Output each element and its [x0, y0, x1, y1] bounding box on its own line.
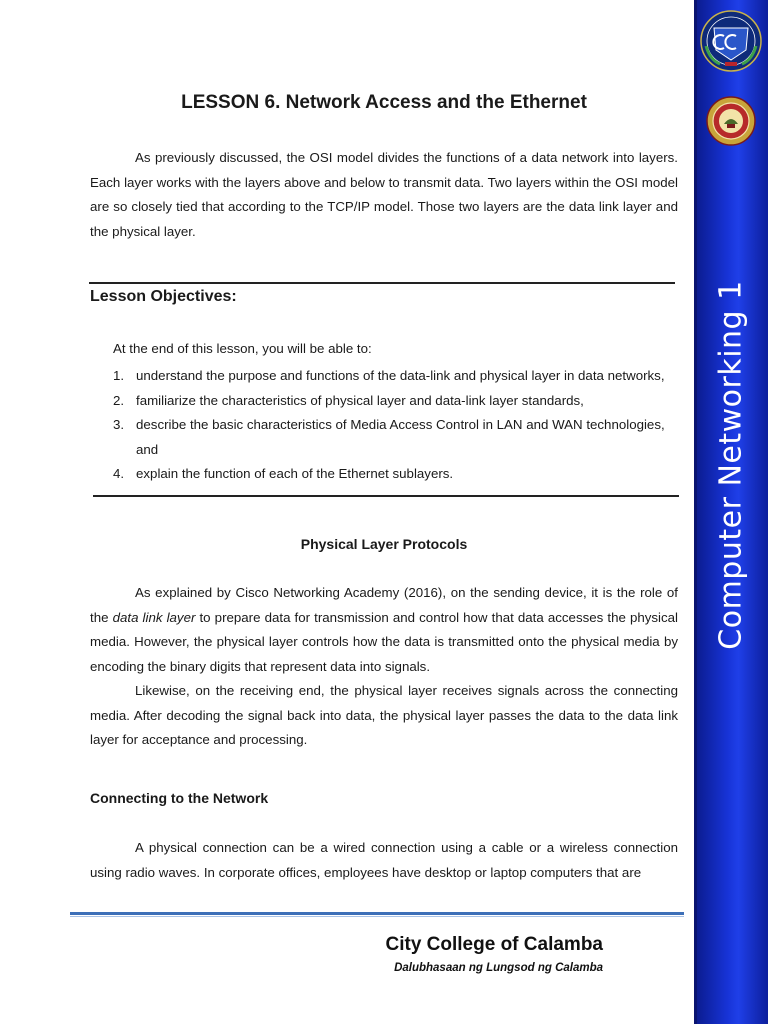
- list-number: 2.: [113, 392, 125, 408]
- list-item: [113, 389, 679, 414]
- list-number: 3.: [113, 417, 125, 432]
- list-item: [113, 413, 679, 462]
- list-item-text: describe the basic characteristics of Media Access Control in LAN and WAN technologies, and: [136, 417, 665, 457]
- sidebar-band: [694, 0, 768, 1024]
- sidebar-course-title: Computer Networking 1: [713, 280, 749, 650]
- physical-para1-before: As explained by Cisco Networking Academy (2016), on the sending device, it is the role of the: [90, 585, 678, 625]
- footer-college-subtitle: Dalubhasaan ng Lungsod ng Calamba: [394, 962, 603, 974]
- objectives-list: [113, 364, 679, 487]
- list-item: [113, 364, 679, 389]
- physical-paragraph-1: [90, 581, 678, 679]
- physical-para1-italic: data link layer: [112, 609, 196, 625]
- intro-paragraph: As previously discussed, the OSI model divides the functions of a data network into layers. Each layer works with the layers above and below to transmit data. Two layers within the OSI model are so closely tied that according to the TCP/IP model. Those two layers are the data link layer and the physical layer.: [90, 150, 678, 239]
- sidebar-edge: [694, 0, 697, 1024]
- list-item: [113, 462, 679, 487]
- section-heading-physical: Physical Layer Protocols: [300, 536, 468, 552]
- footer-college-name: City College of Calamba: [385, 934, 603, 955]
- objectives-intro: At the end of this lesson, you will be able to:: [113, 341, 372, 356]
- divider-top: [89, 282, 675, 284]
- college-seal-logo: [700, 10, 762, 72]
- list-number: 1.: [113, 368, 125, 383]
- list-number: 4.: [113, 466, 125, 481]
- footer-rule: [70, 912, 684, 915]
- city-seal-logo: [706, 96, 756, 146]
- objectives-heading: Lesson Objectives:: [90, 288, 237, 305]
- section-heading-connecting: Connecting to the Network: [90, 790, 269, 806]
- connecting-paragraph: A physical connection can be a wired connection using a cable or a wireless connection using radio waves. In corporate offices, employees have desktop or laptop computers that are: [90, 840, 678, 880]
- list-item-text: understand the purpose and functions of the data-link and physical layer in data networks,: [136, 368, 665, 383]
- list-item-text: familiarize the characteristics of physical layer and data-link layer standards,: [136, 392, 584, 408]
- physical-paragraph-2: Likewise, on the receiving end, the physical layer receives signals across the connecting media. After decoding the signal back into data, the physical layer passes the data to the data link layer for acceptance and processing.: [90, 683, 678, 747]
- divider-bottom: [93, 495, 679, 497]
- lesson-title: LESSON 6. Network Access and the Ethernet: [181, 92, 587, 113]
- physical-para1-after: to prepare data for transmission and control how that data accesses the physical media. However, the physical layer controls how the data is transmitted onto the physical media by encoding the binary digits that represent data into signals.: [90, 609, 678, 674]
- list-item-text: explain the function of each of the Ethernet sublayers.: [136, 466, 454, 481]
- footer-rule-shadow: [70, 916, 684, 917]
